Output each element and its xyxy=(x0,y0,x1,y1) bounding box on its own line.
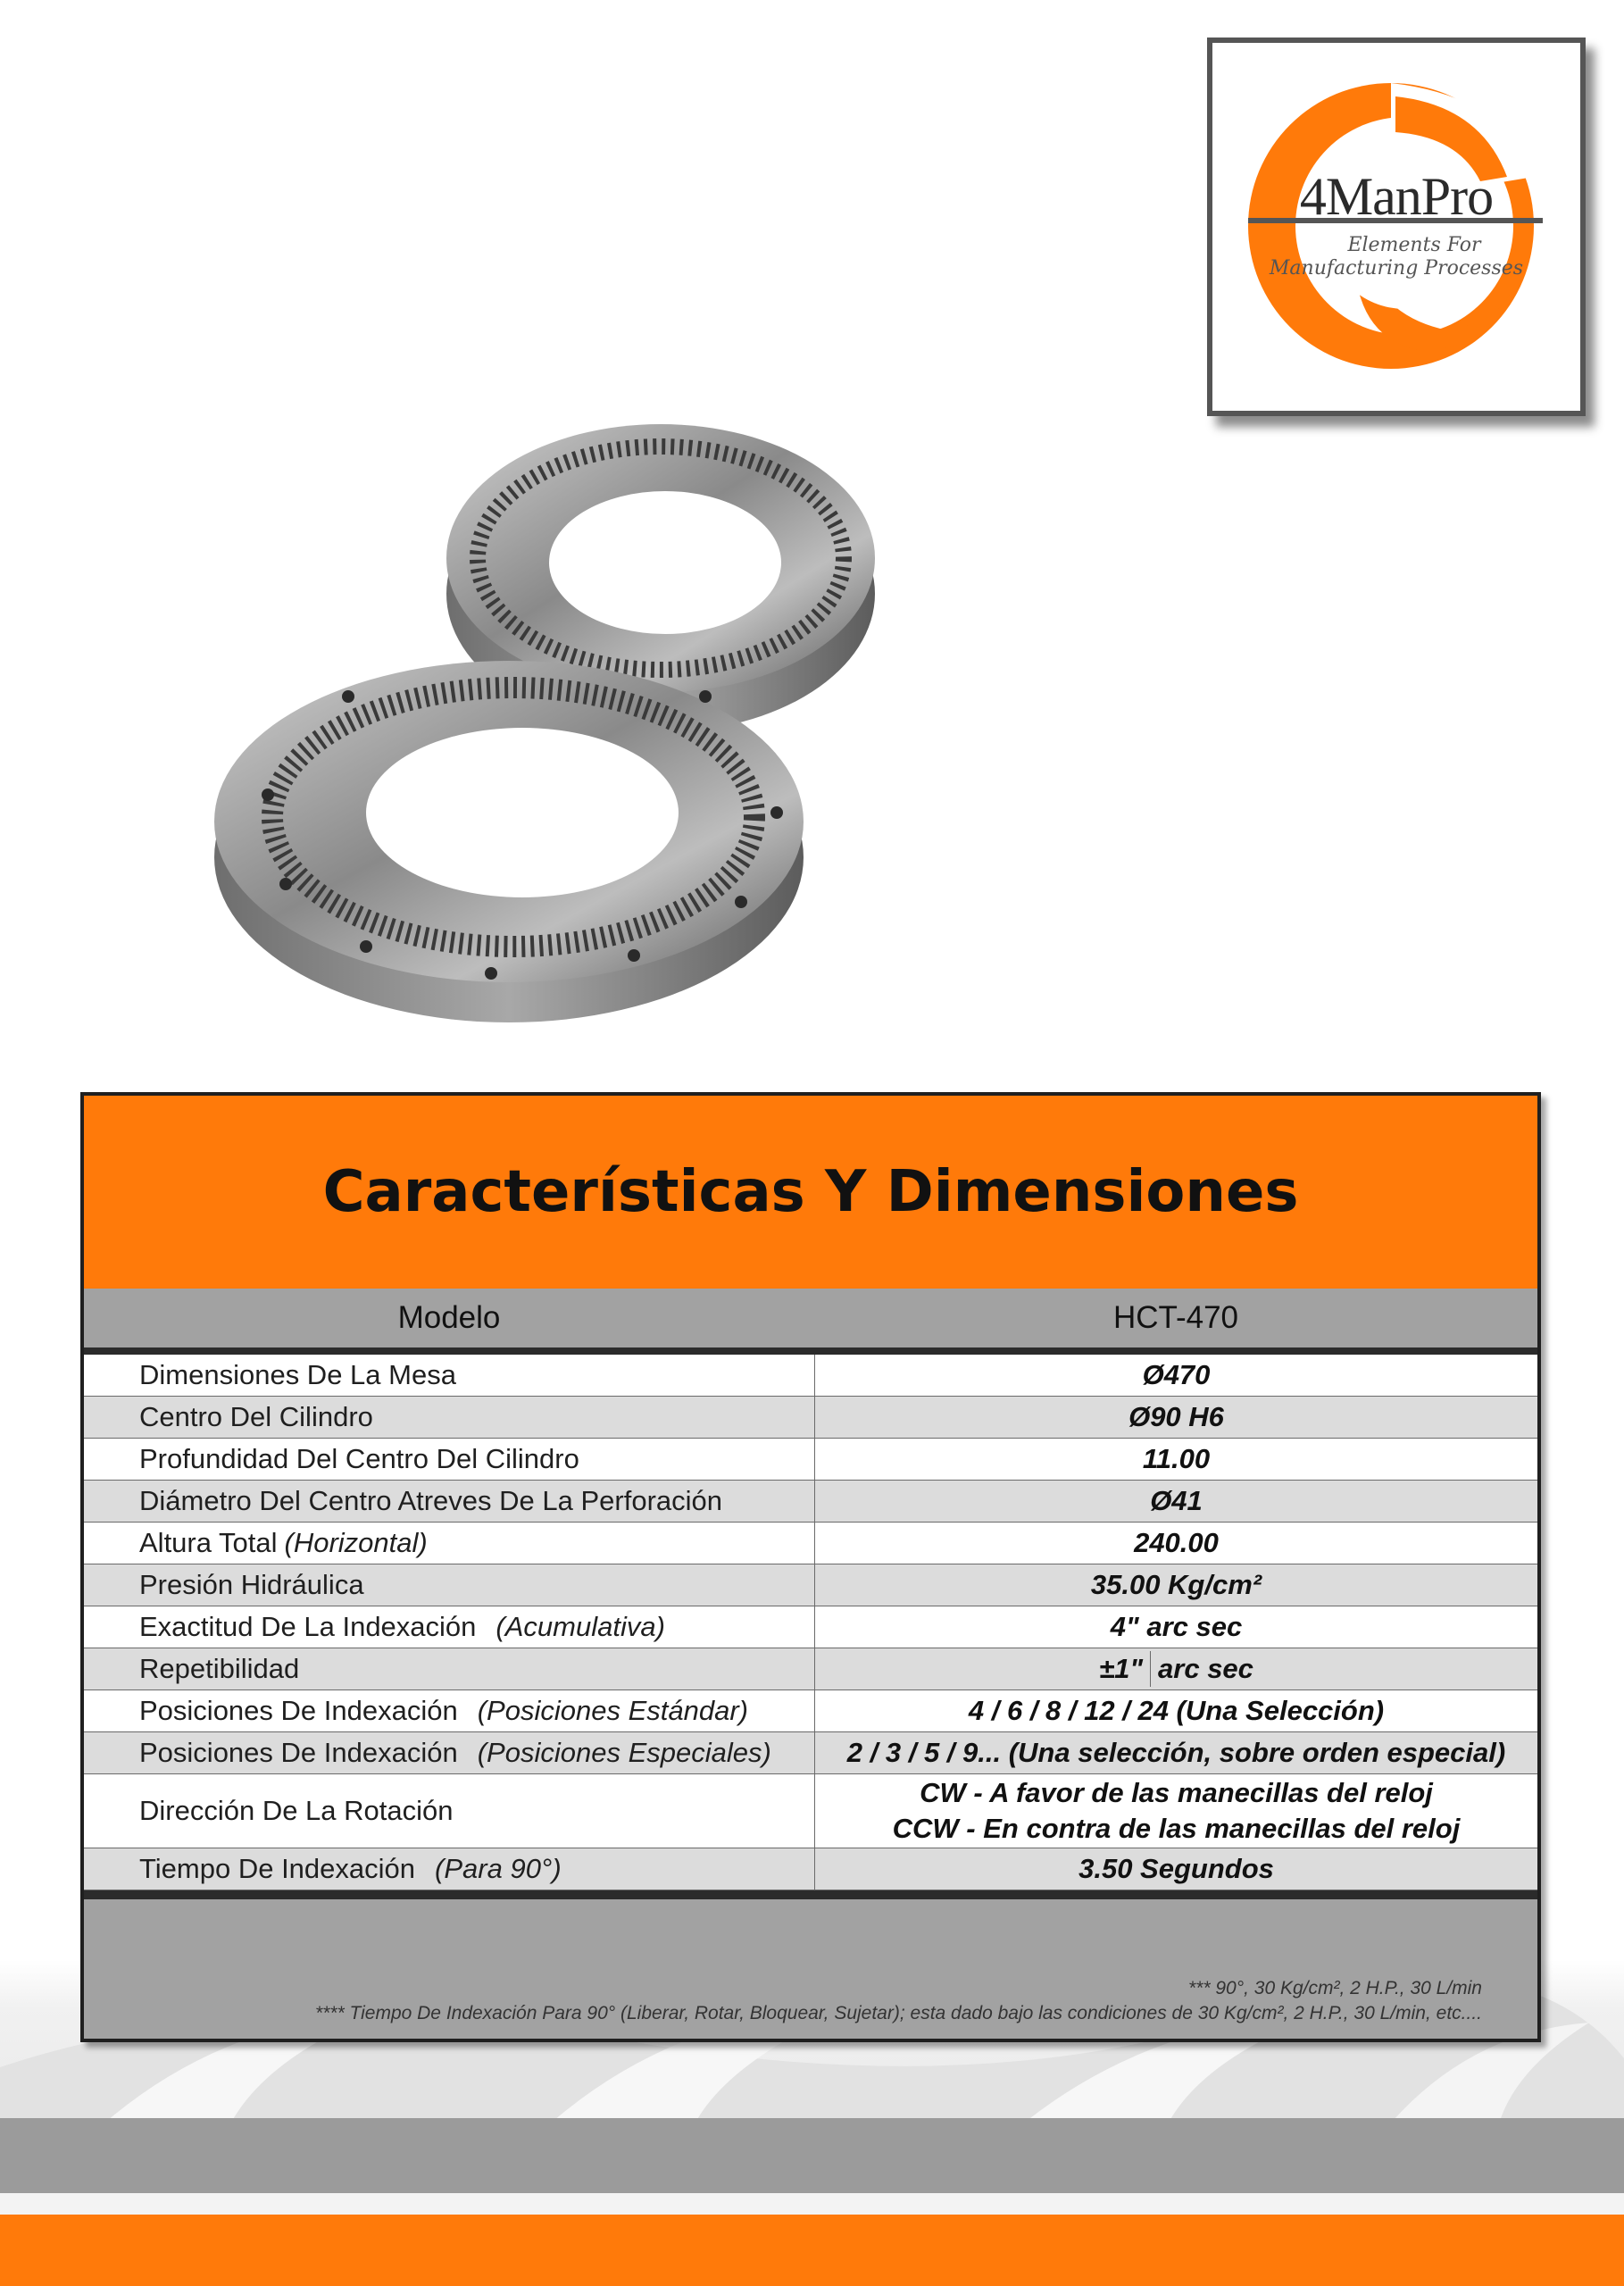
row-label: Tiempo De Indexación xyxy=(139,1853,416,1884)
logo-tagline-2: Manufacturing Processes xyxy=(1269,257,1524,279)
footnote-2: **** Tiempo De Indexación Para 90° (Liberar, Rotar, Bloquear, Sujetar); esta dado bajo las condiciones de 30 Kg/cm², 2 H.P., 30 L/min, etc.... xyxy=(314,2003,1482,2023)
row-value: Ø41 xyxy=(814,1481,1537,1522)
row-value: 4" arc sec xyxy=(814,1606,1537,1648)
footer-orange-band xyxy=(0,2215,1624,2286)
row-label: Dirección De La Rotación xyxy=(139,1795,454,1826)
row-label: Profundidad Del Centro Del Cilindro xyxy=(139,1443,579,1474)
row-label: Dimensiones De La Mesa xyxy=(139,1359,456,1390)
indexing-ring-pair-photo xyxy=(170,384,955,1036)
row-value-line-1: CW - A favor de las manecillas del reloj xyxy=(920,1777,1433,1808)
row-value: 3.50 Segundos xyxy=(814,1848,1537,1890)
table-row xyxy=(84,1648,1537,1690)
table-row xyxy=(84,1848,1537,1890)
table-row xyxy=(84,1355,1537,1397)
row-label: Repetibilidad xyxy=(139,1653,300,1684)
row-value: 240.00 xyxy=(814,1523,1537,1564)
table-row xyxy=(84,1690,1537,1732)
footnote-1: *** 90°, 30 Kg/cm², 2 H.P., 30 L/min xyxy=(1187,1978,1482,1998)
row-value-number: ±1" xyxy=(1099,1651,1151,1687)
footer-white-stripe xyxy=(0,2193,1624,2215)
table-row xyxy=(84,1564,1537,1606)
spec-rows xyxy=(84,1355,1537,1899)
row-label: Presión Hidráulica xyxy=(139,1569,364,1600)
model-label: Modelo xyxy=(397,1300,501,1335)
spec-table xyxy=(80,1092,1541,2042)
row-label: Posiciones De Indexación xyxy=(139,1695,458,1726)
logo-tagline-1: Elements For xyxy=(1347,234,1481,256)
row-value: Ø470 xyxy=(814,1355,1537,1396)
spec-title: Características Y Dimensiones xyxy=(84,1096,1537,1289)
row-label: Centro Del Cilindro xyxy=(139,1401,373,1432)
row-note: (Para 90°) xyxy=(435,1853,562,1884)
row-note: (Acumulativa) xyxy=(496,1611,665,1642)
table-row xyxy=(84,1523,1537,1564)
table-row xyxy=(84,1439,1537,1481)
row-label: Posiciones De Indexación xyxy=(139,1737,458,1768)
spec-header-row xyxy=(84,1289,1537,1355)
row-value: 2 / 3 / 5 / 9... (Una selección, sobre orden especial) xyxy=(814,1732,1537,1773)
row-value-line-2: CCW - En contra de las manecillas del reloj xyxy=(892,1813,1461,1844)
table-row xyxy=(84,1732,1537,1774)
row-label: Exactitud De La Indexación xyxy=(139,1611,477,1642)
row-value: 4 / 6 / 8 / 12 / 24 (Una Selección) xyxy=(814,1690,1537,1731)
footer-gray-band xyxy=(0,2118,1624,2193)
row-value xyxy=(814,1774,1537,1848)
table-row xyxy=(84,1774,1537,1848)
row-value-unit: arc sec xyxy=(1158,1653,1253,1684)
row-note: (Posiciones Estándar) xyxy=(477,1695,748,1726)
row-note: (Posiciones Especiales) xyxy=(477,1737,771,1768)
row-value: Ø90 H6 xyxy=(814,1397,1537,1438)
row-value xyxy=(814,1648,1537,1689)
row-note: (Horizontal) xyxy=(284,1527,428,1558)
table-row xyxy=(84,1481,1537,1523)
row-value: 35.00 Kg/cm² xyxy=(814,1564,1537,1606)
row-label: Diámetro Del Centro Atreves De La Perforación xyxy=(139,1485,723,1516)
table-row xyxy=(84,1606,1537,1648)
row-label: Altura Total xyxy=(139,1527,278,1558)
table-row xyxy=(84,1397,1537,1439)
logo-wordmark: 4ManPro xyxy=(1299,167,1494,226)
brand-logo xyxy=(1207,38,1586,416)
model-value: HCT-470 xyxy=(1112,1300,1239,1335)
row-value: 11.00 xyxy=(814,1439,1537,1480)
